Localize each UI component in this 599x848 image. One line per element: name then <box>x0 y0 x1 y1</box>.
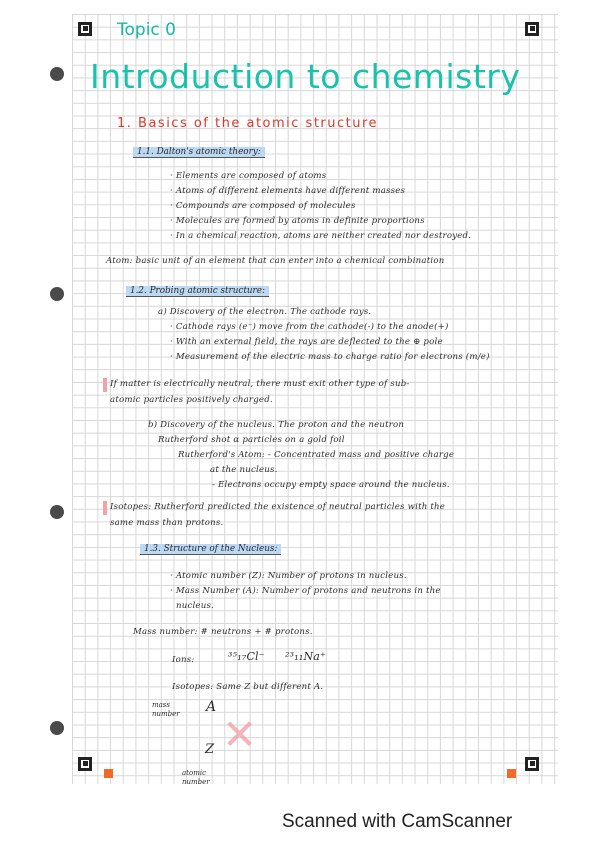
page-title: Introduction to chemistry <box>90 57 521 96</box>
atomic-number-label: number <box>182 778 210 786</box>
list-item: · In a chemical reaction, atoms are neither created nor destroyed. <box>170 231 472 241</box>
binder-hole <box>50 67 64 81</box>
ion-sodium: ²³₁₁Na⁺ <box>285 650 327 663</box>
orange-marker-icon <box>507 769 516 778</box>
subsection-heading-text: 1.2. Probing atomic structure: <box>126 286 269 297</box>
paragraph-line: Rutherford shot α particles on a gold foil <box>158 435 345 445</box>
binder-hole <box>50 287 64 301</box>
paragraph-line: Rutherford's Atom: - Concentrated mass and positive charge <box>178 450 455 460</box>
list-item: · Elements are composed of atoms <box>170 171 327 181</box>
paragraph-line: same mass than protons. <box>110 518 224 528</box>
paragraph-line: Isotopes: Rutherford predicted the existence of neutral particles with the <box>110 502 446 512</box>
corner-marker-icon <box>78 22 92 36</box>
binder-hole <box>50 505 64 519</box>
symbol-Z: Z <box>205 742 215 757</box>
subsection-heading <box>140 544 281 554</box>
list-item: · Compounds are composed of molecules <box>170 201 356 211</box>
list-item: · Measurement of the electric mass to charge ratio for electrons (m/e) <box>170 352 490 362</box>
corner-marker-icon <box>525 757 539 771</box>
paragraph-line: atomic particles positively charged. <box>110 395 273 405</box>
list-item: · Mass Number (A): Number of protons and neutrons in the <box>170 586 441 596</box>
paragraph-line: at the nucleus. <box>210 465 278 475</box>
binder-hole <box>50 721 64 735</box>
subsection-heading <box>133 147 265 157</box>
scanner-watermark: Scanned with CamScanner <box>282 811 513 832</box>
corner-marker-icon <box>78 757 92 771</box>
paragraph-line: b) Discovery of the nucleus. The proton and the neutron <box>148 420 405 430</box>
highlight-mark <box>103 378 107 392</box>
mass-number-label: number <box>152 710 180 718</box>
subsection-heading-text: 1.1. Dalton's atomic theory: <box>133 147 265 158</box>
list-item: nucleus. <box>176 601 214 611</box>
list-item: · Cathode rays (e⁻) move from the cathode(-) to the anode(+) <box>170 322 449 332</box>
mass-number-line: Mass number: # neutrons + # protons. <box>133 627 313 637</box>
paragraph-line: a) Discovery of the electron. The cathode rays. <box>158 307 372 317</box>
section-heading: 1. Basics of the atomic structure <box>117 116 379 131</box>
list-item: · Atoms of different elements have different masses <box>170 186 406 196</box>
list-item: · With an external field, the rays are deflected to the ⊕ pole <box>170 337 443 347</box>
subsection-heading-text: 1.3. Structure of the Nucleus: <box>140 544 281 555</box>
mass-number-label: mass <box>152 701 170 709</box>
ions-label: Ions: <box>172 655 195 665</box>
corner-marker-icon <box>525 22 539 36</box>
atom-definition: Atom: basic unit of an element that can enter into a chemical combination <box>106 256 445 266</box>
orange-marker-icon <box>104 769 113 778</box>
list-item: · Molecules are formed by atoms in definite proportions <box>170 216 425 226</box>
highlight-mark <box>103 501 107 515</box>
list-item: · Atomic number (Z): Number of protons in nucleus. <box>170 571 407 581</box>
cross-out-mark: ✕ <box>222 710 258 759</box>
paragraph-line: - Electrons occupy empty space around the nucleus. <box>212 480 450 490</box>
topic-label: Topic 0 <box>117 20 176 40</box>
subsection-heading <box>126 286 269 296</box>
atomic-number-label: atomic <box>182 769 206 777</box>
ion-chlorine: ³⁵₁₇Cl⁻ <box>228 650 265 663</box>
symbol-A: A <box>206 699 217 715</box>
paragraph-line: If matter is electrically neutral, there must exit other type of sub- <box>110 379 410 389</box>
isotopes-definition: Isotopes: Same Z but different A. <box>172 682 324 692</box>
